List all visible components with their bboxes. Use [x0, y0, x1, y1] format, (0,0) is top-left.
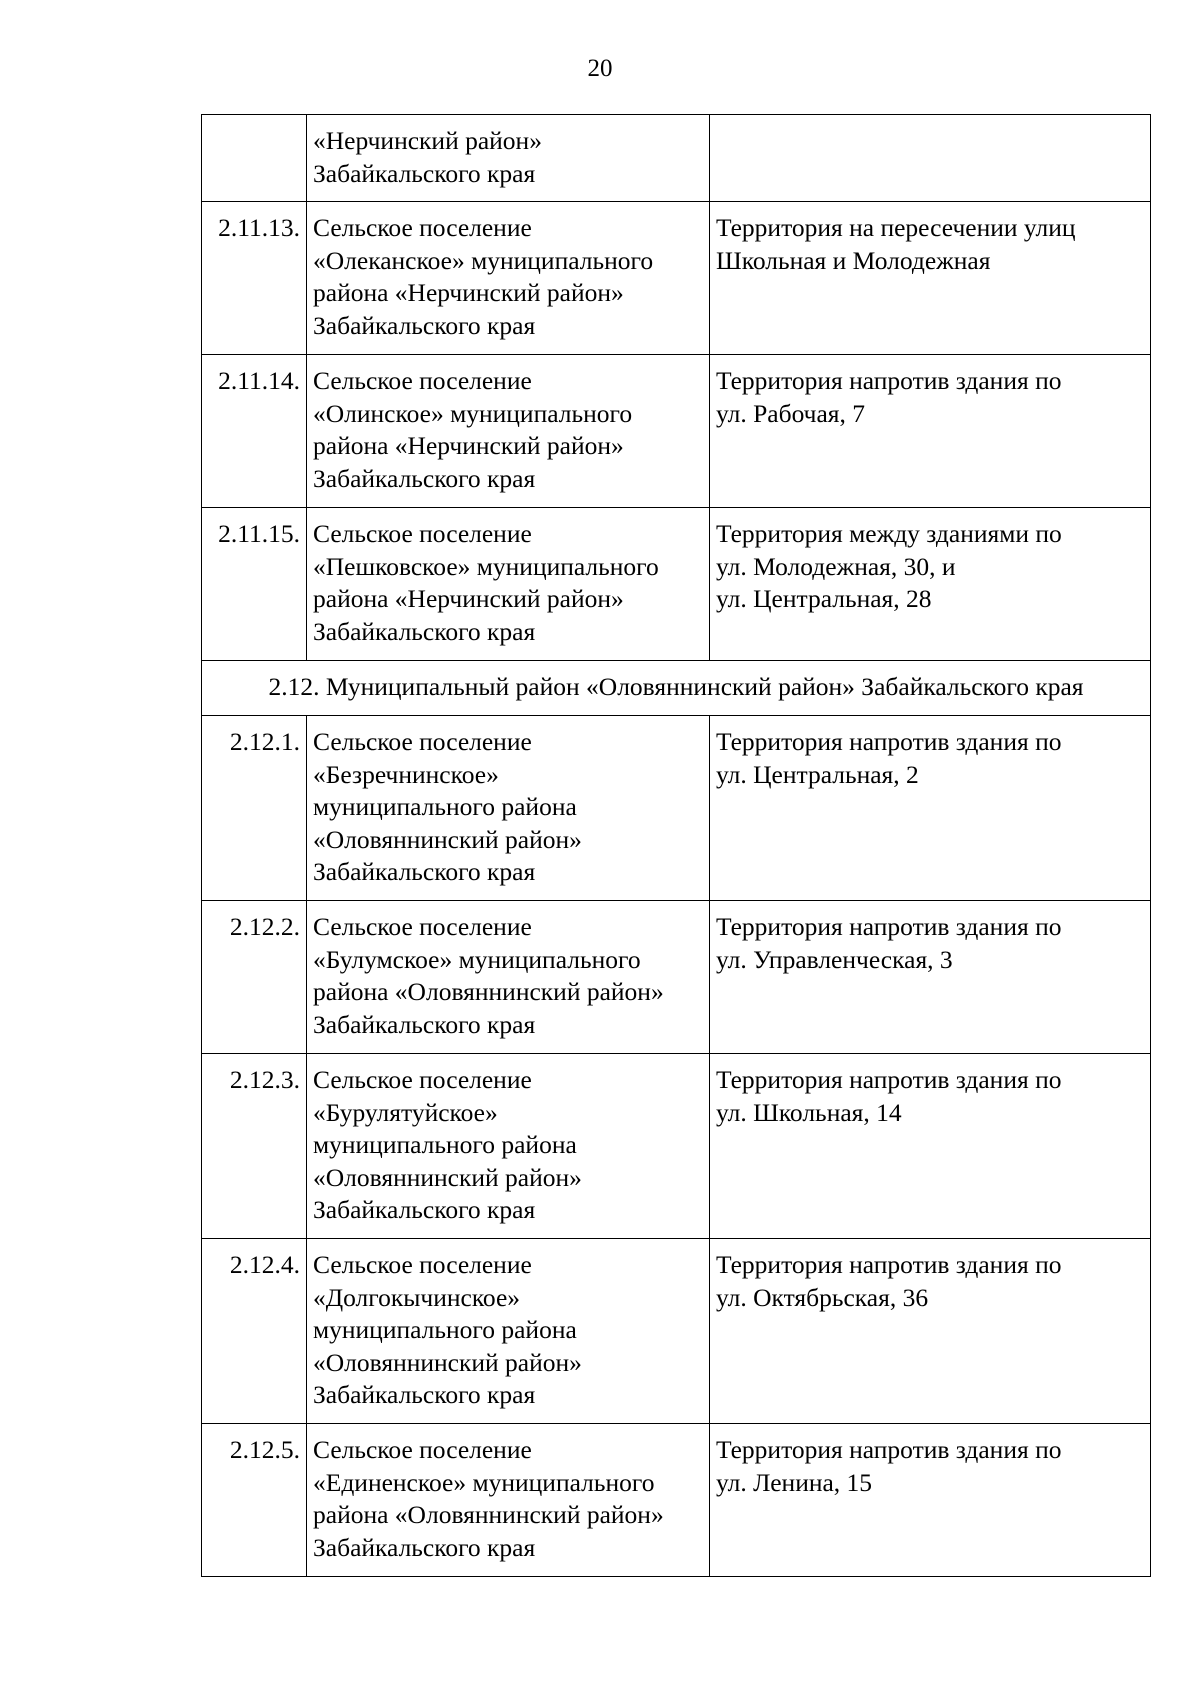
- location-line: ул. Октябрьская, 36: [716, 1282, 929, 1312]
- location-line: Территория напротив здания по: [716, 1250, 1062, 1279]
- settlement-name-line: Сельское поселение: [313, 213, 532, 242]
- location-line: ул. Управленческая, 3: [716, 944, 953, 974]
- settlement-name-line: «Оловяннинский район»: [313, 1347, 582, 1377]
- settlement-name-line: «Оловяннинский район»: [313, 1162, 582, 1192]
- settlement-name-line: «Пешковское» муниципального: [313, 551, 659, 581]
- settlement-name-line: Забайкальского края: [313, 1532, 536, 1562]
- settlement-name-line: Сельское поселение: [313, 1065, 532, 1094]
- location-cell: [710, 1424, 1151, 1577]
- settlement-name-line: района «Нерчинский район»: [313, 584, 624, 614]
- settlement-name-line: Сельское поселение: [313, 727, 532, 756]
- location-cell: [710, 355, 1151, 508]
- location-line: Территория на пересечении улиц: [716, 213, 1076, 242]
- location-line: Территория напротив здания по: [716, 1435, 1062, 1464]
- location-line: ул. Рабочая, 7: [716, 398, 866, 428]
- settlement-name-line: района «Нерчинский район»: [313, 431, 624, 461]
- table-body: [202, 115, 1151, 1577]
- section-header-row: [202, 661, 1151, 716]
- settlement-name-line: Сельское поселение: [313, 519, 532, 548]
- table-row: [202, 1424, 1151, 1577]
- location-line: Школьная и Молодежная: [716, 245, 991, 275]
- location-line: Территория напротив здания по: [716, 912, 1062, 941]
- settlement-name-line: Забайкальского края: [313, 158, 536, 188]
- document-table: [201, 114, 1151, 1577]
- settlement-name-line: Сельское поселение: [313, 1435, 532, 1464]
- settlement-name-line: Сельское поселение: [313, 1250, 532, 1279]
- settlement-name-cell: [307, 115, 710, 202]
- row-number: 2.11.13.: [202, 202, 307, 355]
- settlement-name-line: «Булумское» муниципального: [313, 944, 641, 974]
- settlement-name-line: района «Оловяннинский район»: [313, 977, 664, 1007]
- row-number: 2.12.5.: [202, 1424, 307, 1577]
- location-cell: [710, 202, 1151, 355]
- location-line: ул. Центральная, 28: [716, 584, 932, 614]
- row-number: [202, 115, 307, 202]
- location-line: Территория напротив здания по: [716, 1065, 1062, 1094]
- location-cell: [710, 716, 1151, 901]
- location-line: Территория между зданиями по: [716, 519, 1062, 548]
- table-row: [202, 202, 1151, 355]
- table-row: [202, 901, 1151, 1054]
- settlement-name-line: Забайкальского края: [313, 1195, 536, 1225]
- settlement-name-line: Забайкальского края: [313, 310, 536, 340]
- settlement-name-line: Забайкальского края: [313, 1009, 536, 1039]
- settlement-name-line: Забайкальского края: [313, 616, 536, 646]
- location-line: ул. Школьная, 14: [716, 1097, 902, 1127]
- settlement-name-cell: [307, 355, 710, 508]
- settlement-name-line: муниципального района: [313, 1315, 577, 1345]
- settlement-name-line: района «Нерчинский район»: [313, 278, 624, 308]
- row-number: 2.12.2.: [202, 901, 307, 1054]
- table-row: [202, 716, 1151, 901]
- table-row: [202, 508, 1151, 661]
- location-line: ул. Молодежная, 30, и: [716, 551, 956, 581]
- settlement-name-line: Сельское поселение: [313, 912, 532, 941]
- location-line: ул. Центральная, 2: [716, 759, 919, 789]
- settlement-name-line: муниципального района: [313, 792, 577, 822]
- settlement-name-line: «Оловяннинский район»: [313, 824, 582, 854]
- settlement-name-cell: [307, 202, 710, 355]
- settlement-name-line: «Бурулятуйское»: [313, 1097, 498, 1127]
- settlement-name-line: Забайкальского края: [313, 1380, 536, 1410]
- table-row: [202, 1054, 1151, 1239]
- settlement-name-line: «Долгокычинское»: [313, 1282, 521, 1312]
- location-cell: [710, 901, 1151, 1054]
- page-number: 20: [587, 55, 613, 82]
- location-cell: [710, 1239, 1151, 1424]
- row-number: 2.12.3.: [202, 1054, 307, 1239]
- settlement-name-line: «Безречнинское»: [313, 759, 499, 789]
- table-row: [202, 115, 1151, 202]
- settlement-name-cell: [307, 716, 710, 901]
- table-row: [202, 1239, 1151, 1424]
- row-number: 2.12.1.: [202, 716, 307, 901]
- location-cell: [710, 508, 1151, 661]
- settlement-name-cell: [307, 1054, 710, 1239]
- row-number: 2.12.4.: [202, 1239, 307, 1424]
- location-cell: [710, 1054, 1151, 1239]
- settlement-name-line: «Нерчинский район»: [313, 126, 542, 155]
- settlement-name-line: муниципального района: [313, 1130, 577, 1160]
- settlement-name-cell: [307, 508, 710, 661]
- settlement-name-line: Сельское поселение: [313, 366, 532, 395]
- settlement-name-line: Забайкальского края: [313, 463, 536, 493]
- settlement-name-line: «Олинское» муниципального: [313, 398, 633, 428]
- section-title: 2.12. Муниципальный район «Оловяннинский район» Забайкальского края: [202, 661, 1151, 716]
- table-row: [202, 355, 1151, 508]
- settlement-name-line: Забайкальского края: [313, 857, 536, 887]
- location-line: Территория напротив здания по: [716, 366, 1062, 395]
- location-line: ул. Ленина, 15: [716, 1467, 873, 1497]
- row-number: 2.11.14.: [202, 355, 307, 508]
- location-cell: [710, 115, 1151, 202]
- location-line: Территория напротив здания по: [716, 727, 1062, 756]
- settlement-name-cell: [307, 1239, 710, 1424]
- settlement-name-cell: [307, 901, 710, 1054]
- settlement-name-cell: [307, 1424, 710, 1577]
- settlement-name-line: «Единенское» муниципального: [313, 1467, 655, 1497]
- settlement-name-line: «Олеканское» муниципального: [313, 245, 654, 275]
- row-number: 2.11.15.: [202, 508, 307, 661]
- settlement-name-line: района «Оловяннинский район»: [313, 1500, 664, 1530]
